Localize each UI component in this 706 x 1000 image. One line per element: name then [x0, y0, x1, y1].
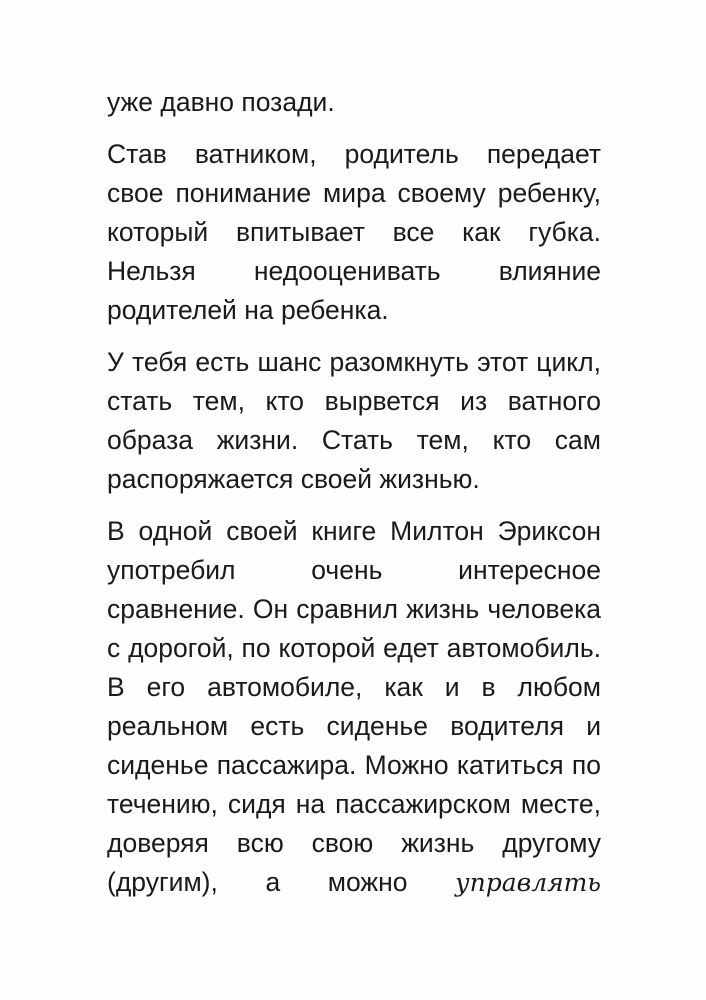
paragraph-4 — [107, 512, 601, 902]
emphasized-word: управлять — [455, 868, 601, 897]
paragraph-1: уже давно позади. — [107, 87, 335, 117]
paragraph-4-text: В одной своей книге Милтон Эриксон употребил очень интересное сравнение. Он сравнил жизнь человека с дорогой, по которой едет автомобиль. В его автомобиле, как и в любом реальном есть сиденье водителя и сиденье пассажира. Можно катиться по течению, сидя на пассажирском месте, доверяя всю свою жизнь другому (другим), а можно — [107, 516, 601, 897]
paragraph-3: У тебя есть шанс разомкнуть этот цикл, стать тем, кто вырвется из ватного образа жизни. Стать тем, кто сам распоряжается своей жизнью. — [107, 347, 601, 494]
paragraph-2: Став ватником, родитель передает свое понимание мира своему ребенку, который впитывает все как губка. Нельзя недооценивать влияние родителей на ребенка. — [107, 139, 601, 325]
document-page — [107, 83, 601, 915]
